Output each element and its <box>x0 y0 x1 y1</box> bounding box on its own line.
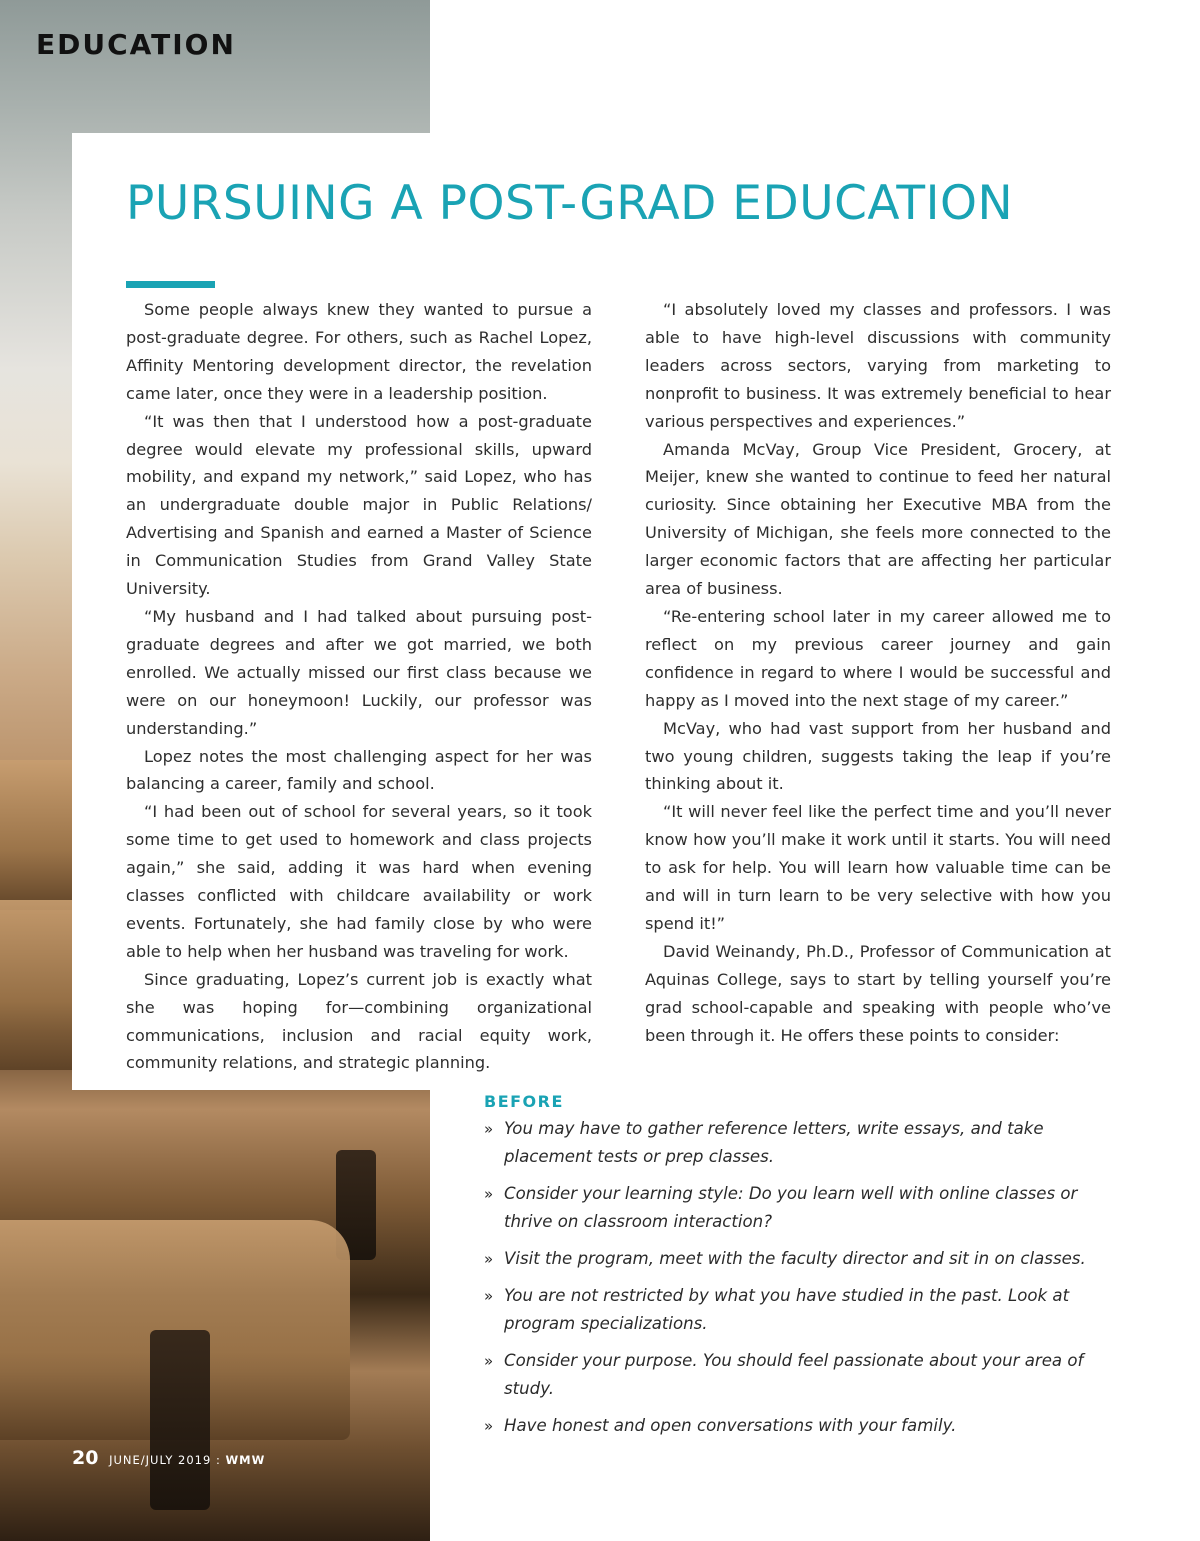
issue-date: JUNE/JULY 2019 : <box>109 1453 221 1467</box>
list-item-text: Consider your purpose. You should feel passionate about your area of study. <box>504 1351 1084 1398</box>
bullet-icon: » <box>484 1185 494 1203</box>
chair-shape <box>150 1330 210 1510</box>
sidebar-heading: BEFORE <box>484 1092 564 1111</box>
paragraph: Lopez notes the most challenging aspect for her was balancing a career, family and school. <box>126 746 592 794</box>
paragraph: Since graduating, Lopez’s current job is exactly what she was hoping for—combining organizational communications, inclusion and racial equity work, community relations, and strategic planning. <box>126 969 592 1073</box>
bullet-icon: » <box>484 1250 494 1268</box>
bullet-icon: » <box>484 1120 494 1138</box>
publication-name: WMW <box>225 1453 266 1467</box>
bullet-icon: » <box>484 1287 494 1305</box>
section-label: EDUCATION <box>36 28 236 61</box>
paragraph: Amanda McVay, Group Vice President, Grocery, at Meijer, knew she wanted to continue to feed her natural curiosity. Since obtaining her Executive MBA from the University of Michigan, she feels more connected to the larger economic factors that are affecting her particular area of business. <box>645 439 1111 599</box>
list-item <box>484 1282 1124 1338</box>
title-accent-bar <box>126 281 215 288</box>
list-item <box>484 1347 1124 1403</box>
list-item-text: Visit the program, meet with the faculty director and sit in on classes. <box>504 1249 1086 1268</box>
list-item <box>484 1245 1124 1273</box>
list-item-text: You are not restricted by what you have studied in the past. Look at program specializations. <box>504 1286 1070 1333</box>
paragraph: David Weinandy, Ph.D., Professor of Communication at Aquinas College, says to start by telling yourself you’re grad school-capable and speaking with people who’ve been through it. He offers these points to consider: <box>645 941 1111 1045</box>
paragraph: McVay, who had vast support from her husband and two young children, suggests taking the leap if you’re thinking about it. <box>645 718 1111 794</box>
list-item-text: You may have to gather reference letters, write essays, and take placement tests or prep classes. <box>504 1119 1044 1166</box>
paragraph: “It was then that I understood how a post-graduate degree would elevate my professional skills, upward mobility, and expand my network,” said Lopez, who has an undergraduate double major in Public Relations/ Advertising and Spanish and earned a Master of Science in Communication Studies from Grand Valley State University. <box>126 411 592 599</box>
list-item <box>484 1115 1124 1171</box>
paragraph: Some people always knew they wanted to pursue a post-graduate degree. For others, such as Rachel Lopez, Affinity Mentoring development director, the revelation came later, once they were in a leadership position. <box>126 300 592 403</box>
bullet-icon: » <box>484 1417 494 1435</box>
list-item-text: Consider your learning style: Do you learn well with online classes or thrive on classroom interaction? <box>504 1184 1078 1231</box>
paragraph: “My husband and I had talked about pursuing post-graduate degrees and after we got married, we both enrolled. We actually missed our first class because we were on our honeymoon! Luckily, our professor was understanding.” <box>126 606 592 738</box>
article-right-column <box>645 296 1111 1049</box>
bullet-icon: » <box>484 1352 494 1370</box>
list-item <box>484 1412 1124 1440</box>
article-title: PURSUING A POST-GRAD EDUCATION <box>126 176 1014 231</box>
page-number: 20 <box>72 1447 99 1469</box>
page-footer <box>72 1447 265 1469</box>
sidebar-list <box>484 1115 1124 1440</box>
article-left-column <box>126 296 592 1077</box>
list-item-text: Have honest and open conversations with your family. <box>504 1416 957 1435</box>
paragraph: “Re-entering school later in my career allowed me to reflect on my previous career journey and gain confidence in regard to where I would be successful and happy as I moved into the next stage of my career.” <box>645 606 1111 710</box>
paragraph: “I had been out of school for several years, so it took some time to get used to homework and class projects again,” she said, adding it was hard when evening classes conflicted with childcare availability or work events. Fortunately, she had family close by who were able to help when her husband was traveling for work. <box>126 802 592 961</box>
paragraph: “It will never feel like the perfect time and you’ll never know how you’ll make it work until it starts. You will need to ask for help. You will learn how valuable time can be and will in turn learn to be very selective with how you spend it!” <box>645 802 1111 933</box>
paragraph: “I absolutely loved my classes and professors. I was able to have high-level discussions with community leaders across sectors, varying from marketing to nonprofit to business. It was extremely beneficial to hear various perspectives and experiences.” <box>645 300 1111 431</box>
list-item <box>484 1180 1124 1236</box>
before-sidebar <box>484 1092 1124 1449</box>
